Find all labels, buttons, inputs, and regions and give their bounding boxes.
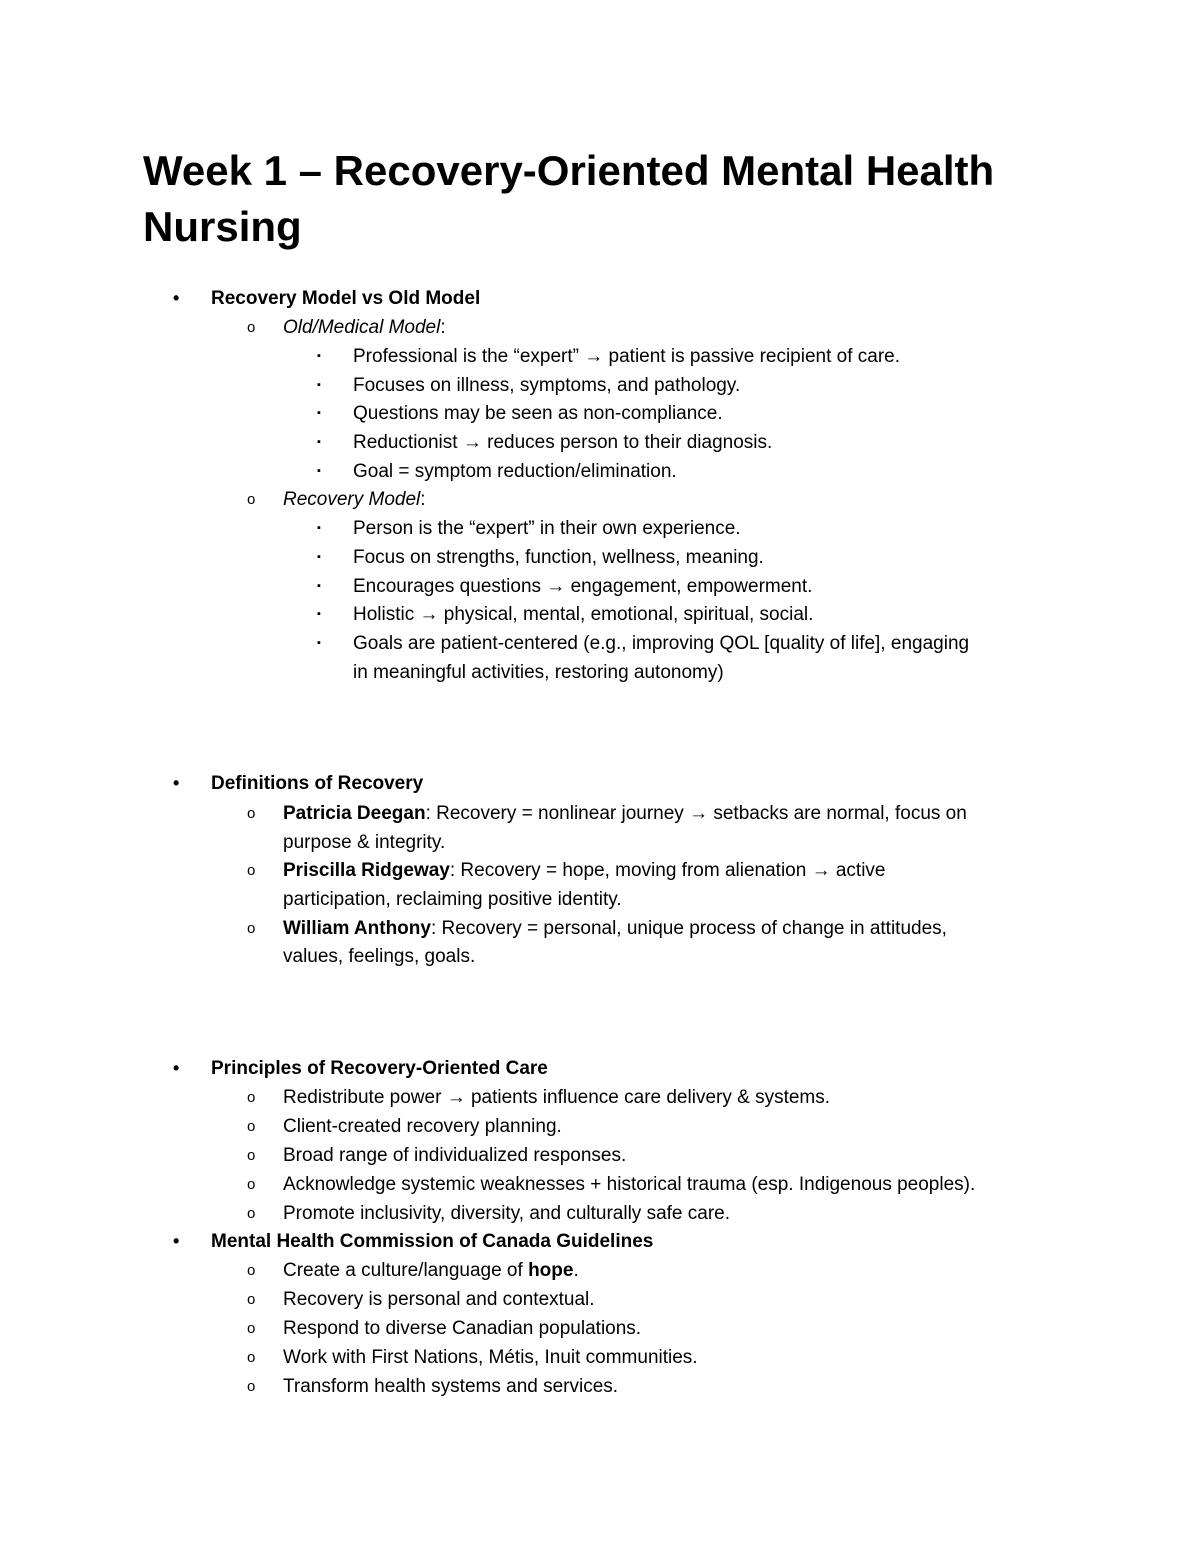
- bullet-marker: o: [247, 1291, 256, 1308]
- bullet-marker: o: [247, 1118, 256, 1135]
- definition-continuation: purpose & integrity.: [283, 832, 446, 853]
- list-item: ▪ Encourages questions → engagement, empowerment.: [353, 572, 812, 601]
- subsection-heading: o Recovery Model:: [283, 485, 426, 514]
- bullet-marker: o: [247, 862, 256, 879]
- list-item: ▪ Questions may be seen as non-compliance.: [353, 399, 723, 428]
- definition-item: o Patricia Deegan: Recovery = nonlinear journey → setbacks are normal, focus on: [283, 799, 967, 828]
- list-item: ▪ Professional is the “expert” → patient is passive recipient of care.: [353, 342, 900, 371]
- list-item: ▪ Goals are patient-centered (e.g., improving QOL [quality of life], engaging: [353, 629, 969, 658]
- list-item: ▪ Focuses on illness, symptoms, and pathology.: [353, 371, 740, 400]
- section-heading: • Recovery Model vs Old Model: [211, 284, 480, 313]
- section-heading: • Mental Health Commission of Canada Guidelines: [211, 1227, 653, 1256]
- bullet-marker: ▪: [317, 551, 321, 563]
- bullet-marker: ▪: [317, 436, 321, 448]
- bullet-marker: o: [247, 319, 256, 336]
- list-item: o Acknowledge systemic weaknesses + historical trauma (esp. Indigenous peoples).: [283, 1170, 975, 1199]
- list-item: o Respond to diverse Canadian populations.: [283, 1314, 641, 1343]
- bullet-marker: o: [247, 491, 256, 508]
- list-item: ▪ Focus on strengths, function, wellness, meaning.: [353, 543, 764, 572]
- bullet-marker: o: [247, 1205, 256, 1222]
- bullet-marker: ▪: [317, 522, 321, 534]
- bullet-marker: •: [173, 773, 180, 793]
- bullet-marker: o: [247, 1147, 256, 1164]
- bullet-marker: ▪: [317, 608, 321, 620]
- definition-item: o William Anthony: Recovery = personal, unique process of change in attitudes,: [283, 914, 947, 943]
- list-item: o Broad range of individualized responses.: [283, 1141, 626, 1170]
- bullet-marker: o: [247, 1262, 256, 1279]
- list-item-continuation: in meaningful activities, restoring autonomy): [353, 662, 724, 683]
- list-item: ▪ Reductionist → reduces person to their diagnosis.: [353, 428, 772, 457]
- bullet-marker: ▪: [317, 379, 321, 391]
- bullet-marker: o: [247, 1089, 256, 1106]
- bullet-marker: o: [247, 1320, 256, 1337]
- bullet-marker: o: [247, 805, 256, 822]
- definition-continuation: participation, reclaiming positive identity.: [283, 889, 622, 910]
- list-item: o Promote inclusivity, diversity, and culturally safe care.: [283, 1199, 730, 1228]
- bullet-marker: •: [173, 288, 180, 308]
- list-item: o Create a culture/language of hope.: [283, 1256, 579, 1285]
- list-item: o Transform health systems and services.: [283, 1372, 618, 1401]
- bullet-marker: o: [247, 1349, 256, 1366]
- bullet-marker: o: [247, 1176, 256, 1193]
- bullet-marker: ▪: [317, 580, 321, 592]
- subsection-heading: o Old/Medical Model:: [283, 313, 446, 342]
- section-heading: • Definitions of Recovery: [211, 769, 423, 798]
- definition-continuation: values, feelings, goals.: [283, 946, 476, 967]
- section-heading: • Principles of Recovery-Oriented Care: [211, 1054, 548, 1083]
- bullet-marker: o: [247, 920, 256, 937]
- list-item: ▪ Holistic → physical, mental, emotional, spiritual, social.: [353, 600, 813, 629]
- bullet-marker: ▪: [317, 350, 321, 362]
- list-item: o Redistribute power → patients influence care delivery & systems.: [283, 1083, 830, 1112]
- list-item: ▪ Person is the “expert” in their own experience.: [353, 514, 741, 543]
- bullet-marker: •: [173, 1058, 180, 1078]
- bullet-marker: •: [173, 1231, 180, 1251]
- bullet-marker: ▪: [317, 637, 321, 649]
- bullet-marker: ▪: [317, 407, 321, 419]
- bullet-marker: ▪: [317, 465, 321, 477]
- list-item: ▪ Goal = symptom reduction/elimination.: [353, 457, 677, 486]
- bullet-marker: o: [247, 1378, 256, 1395]
- list-item: o Client-created recovery planning.: [283, 1112, 562, 1141]
- list-item: o Work with First Nations, Métis, Inuit communities.: [283, 1343, 698, 1372]
- definition-item: o Priscilla Ridgeway: Recovery = hope, moving from alienation → active: [283, 856, 886, 885]
- page-title: Week 1 – Recovery-Oriented Mental Health Nursing: [143, 147, 995, 250]
- list-item: o Recovery is personal and contextual.: [283, 1285, 595, 1314]
